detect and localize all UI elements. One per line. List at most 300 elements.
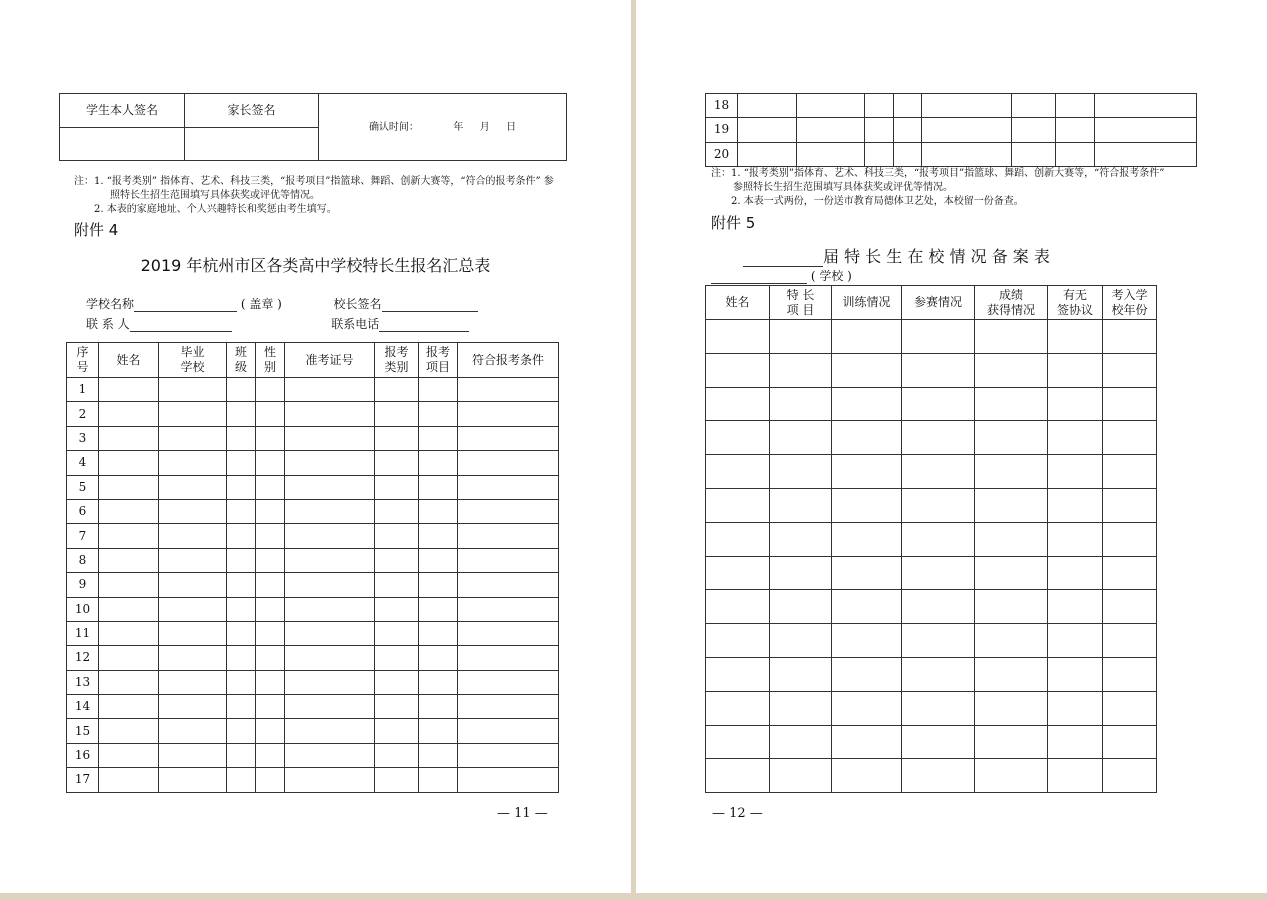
title-text: 届 特 长 生 在 校 情 况 备 案 表 — [823, 247, 1050, 266]
table-row — [67, 573, 559, 597]
table-row — [706, 691, 1157, 725]
table-cell — [419, 646, 458, 670]
table-cell — [227, 499, 256, 523]
column-header — [1048, 286, 1103, 320]
table-cell — [1012, 142, 1056, 166]
column-header-line: 获得情况 — [986, 302, 1035, 317]
table-row — [706, 421, 1157, 455]
table-row — [67, 426, 559, 450]
table-row — [67, 768, 559, 792]
row-number: 14 — [67, 695, 99, 719]
table-cell — [1095, 94, 1197, 118]
table-cell — [227, 768, 256, 792]
table-row — [706, 94, 1197, 118]
row-number: 20 — [706, 142, 738, 166]
table-row — [67, 597, 559, 621]
page-number: — 12 — — [712, 806, 763, 821]
table-cell — [770, 387, 832, 421]
table-cell — [99, 426, 159, 450]
student-signature-label: 学生本人签名 — [60, 94, 185, 128]
table-cell — [770, 320, 832, 354]
table-cell — [1103, 725, 1157, 759]
table-row — [67, 621, 559, 645]
applicant-summary-table — [66, 342, 559, 793]
row-number: 11 — [67, 621, 99, 645]
table-cell — [159, 621, 227, 645]
note-line-2: 参照特长生招生范围填写具体获奖或评优等情况。 — [733, 182, 953, 193]
row-number: 6 — [67, 499, 99, 523]
table-cell — [285, 426, 375, 450]
table-cell — [832, 657, 902, 691]
table-cell — [159, 695, 227, 719]
column-header-line: 特 长 — [786, 287, 815, 302]
contact-person-line — [130, 319, 232, 332]
table-cell — [706, 624, 770, 658]
table-row — [706, 142, 1197, 166]
table-cell — [375, 743, 419, 767]
table-cell — [227, 719, 256, 743]
table-cell — [285, 573, 375, 597]
table-cell — [902, 725, 975, 759]
table-cell — [706, 387, 770, 421]
column-header — [902, 286, 975, 320]
note-line-1: 注：1. “报考类别”指体育、艺术、科技三类，“报考项目”指篮球、舞蹈、创新大赛等，“符合报考条件” — [711, 168, 1165, 179]
table-cell — [227, 573, 256, 597]
table-cell — [797, 142, 865, 166]
table-cell — [419, 621, 458, 645]
table-cell — [1048, 590, 1103, 624]
column-header-line: 性 — [263, 345, 276, 359]
table-cell — [975, 556, 1048, 590]
table-cell — [285, 499, 375, 523]
table-cell — [1103, 488, 1157, 522]
table-cell — [458, 743, 559, 767]
table-cell — [285, 451, 375, 475]
table-cell — [770, 522, 832, 556]
table-cell — [1103, 624, 1157, 658]
row-number: 10 — [67, 597, 99, 621]
table-cell — [1103, 522, 1157, 556]
table-row — [67, 378, 559, 402]
table-cell — [285, 597, 375, 621]
table-row — [706, 455, 1157, 489]
column-header-line: 序 — [76, 345, 89, 359]
table-cell — [458, 573, 559, 597]
school-name-line — [134, 299, 237, 312]
column-header — [227, 343, 256, 378]
table-cell — [975, 725, 1048, 759]
table-cell — [975, 590, 1048, 624]
table-cell — [832, 556, 902, 590]
table-cell — [99, 378, 159, 402]
table-cell — [1048, 522, 1103, 556]
table-cell — [922, 118, 1012, 142]
column-header — [770, 286, 832, 320]
table-cell — [832, 759, 902, 793]
column-header-line: 训练情况 — [842, 295, 891, 309]
table-cell — [706, 455, 770, 489]
table-cell — [256, 402, 285, 426]
principal-signature-label: 校长签名 — [333, 297, 382, 311]
table-cell — [458, 499, 559, 523]
table-cell — [375, 426, 419, 450]
column-header — [99, 343, 159, 378]
table-cell — [458, 670, 559, 694]
table-cell — [419, 378, 458, 402]
table-cell — [1103, 421, 1157, 455]
note-line-2: 照特长生招生范围填写具体获奖或评优等情况。 — [110, 190, 320, 201]
table-cell — [1103, 691, 1157, 725]
table-cell — [1048, 455, 1103, 489]
table-cell — [770, 421, 832, 455]
year-label: 年 — [453, 121, 464, 133]
table-cell — [419, 719, 458, 743]
table-cell — [159, 426, 227, 450]
table-cell — [458, 621, 559, 645]
column-header-line: 姓名 — [725, 295, 750, 309]
row-number: 3 — [67, 426, 99, 450]
table-cell — [375, 719, 419, 743]
page-number: — 11 — — [497, 806, 548, 821]
table-cell — [902, 387, 975, 421]
row-number: 5 — [67, 475, 99, 499]
column-header-line: 项目 — [425, 360, 450, 374]
table-cell — [419, 768, 458, 792]
table-cell — [975, 624, 1048, 658]
table-cell — [256, 475, 285, 499]
table-cell — [99, 402, 159, 426]
table-cell — [99, 451, 159, 475]
page-title — [743, 244, 1050, 267]
table-cell — [922, 142, 1012, 166]
note-line-1: 注：1. “报考类别” 指体育、艺术、科技三类，“报考项目”指篮球、舞蹈、创新大赛等，“符合的报考条件” 参 — [74, 176, 554, 187]
table-cell — [770, 353, 832, 387]
table-cell — [1048, 387, 1103, 421]
table-cell — [1103, 320, 1157, 354]
column-header-line: 学校 — [180, 360, 205, 374]
table-row — [67, 475, 559, 499]
table-cell — [227, 670, 256, 694]
table-cell — [902, 320, 975, 354]
school-label: ( 学校 ) — [810, 269, 852, 283]
page-12 — [636, 0, 1267, 893]
table-cell — [832, 421, 902, 455]
column-header-line: 班 — [234, 345, 247, 359]
table-cell — [1048, 421, 1103, 455]
table-row — [67, 524, 559, 548]
viewer-bottom-band — [0, 893, 1267, 900]
notes — [711, 167, 1251, 209]
table-cell — [738, 118, 797, 142]
table-cell — [227, 646, 256, 670]
table-cell — [894, 118, 922, 142]
column-header-line: 项 目 — [786, 302, 815, 317]
table-cell — [99, 499, 159, 523]
phone-line — [379, 319, 469, 332]
table-cell — [227, 378, 256, 402]
row-number: 8 — [67, 548, 99, 572]
table-cell — [975, 759, 1048, 793]
table-cell — [99, 719, 159, 743]
column-header-line: 有无 — [1062, 287, 1087, 302]
table-cell — [458, 695, 559, 719]
table-cell — [159, 451, 227, 475]
table-cell — [770, 590, 832, 624]
column-header-line: 符合报考条件 — [471, 352, 544, 367]
column-header — [256, 343, 285, 378]
attachment-label: 附件 4 — [74, 221, 119, 239]
table-cell — [770, 488, 832, 522]
table-cell — [419, 524, 458, 548]
table-cell — [285, 646, 375, 670]
table-cell — [256, 451, 285, 475]
table-row — [67, 451, 559, 475]
table-cell — [227, 695, 256, 719]
table-cell — [706, 488, 770, 522]
school-info — [86, 295, 606, 335]
table-cell — [375, 451, 419, 475]
day-label: 日 — [506, 121, 517, 133]
table-cell — [922, 94, 1012, 118]
school-name-label: 学校名称 — [86, 297, 135, 311]
table-cell — [159, 743, 227, 767]
table-cell — [419, 548, 458, 572]
table-cell — [375, 475, 419, 499]
table-cell — [256, 621, 285, 645]
column-header-line: 别 — [263, 360, 276, 374]
parent-signature-field — [185, 128, 319, 161]
table-cell — [1048, 556, 1103, 590]
table-cell — [159, 378, 227, 402]
table-row — [67, 670, 559, 694]
table-cell — [256, 670, 285, 694]
table-cell — [256, 378, 285, 402]
table-cell — [832, 387, 902, 421]
table-cell — [1056, 94, 1095, 118]
column-header-line: 成绩 — [998, 287, 1023, 302]
table-cell — [865, 118, 894, 142]
table-cell — [458, 451, 559, 475]
table-cell — [832, 691, 902, 725]
table-cell — [227, 451, 256, 475]
table-cell — [770, 556, 832, 590]
table-cell — [1103, 387, 1157, 421]
table-cell — [832, 624, 902, 658]
table-cell — [1103, 556, 1157, 590]
row-number: 16 — [67, 743, 99, 767]
table-cell — [738, 142, 797, 166]
column-header-line: 级 — [234, 360, 247, 374]
column-header-line: 准考证号 — [305, 352, 354, 367]
table-cell — [706, 725, 770, 759]
row-number: 1 — [67, 378, 99, 402]
table-cell — [458, 768, 559, 792]
table-cell — [1048, 691, 1103, 725]
table-row — [67, 402, 559, 426]
column-header-line: 类别 — [384, 360, 409, 374]
table-cell — [375, 695, 419, 719]
table-cell — [419, 475, 458, 499]
column-header — [285, 343, 375, 378]
signature-table — [59, 93, 567, 161]
table-cell — [159, 548, 227, 572]
table-cell — [1056, 142, 1095, 166]
note-line-3: 2. 本表一式两份，一份送市教育局德体卫艺处，本校留一份备查。 — [731, 196, 1024, 207]
table-row — [706, 590, 1157, 624]
column-header-line: 签协议 — [1056, 302, 1093, 317]
table-cell — [419, 695, 458, 719]
table-cell — [1103, 657, 1157, 691]
table-cell — [419, 743, 458, 767]
table-cell — [159, 524, 227, 548]
table-cell — [375, 499, 419, 523]
table-cell — [975, 353, 1048, 387]
table-cell — [706, 691, 770, 725]
table-cell — [256, 548, 285, 572]
table-cell — [832, 320, 902, 354]
table-cell — [797, 94, 865, 118]
table-cell — [975, 320, 1048, 354]
table-cell — [419, 499, 458, 523]
table-cell — [419, 573, 458, 597]
table-header-row — [706, 286, 1157, 320]
table-cell — [159, 646, 227, 670]
table-cell — [285, 719, 375, 743]
table-cell — [159, 719, 227, 743]
table-cell — [99, 743, 159, 767]
table-cell — [1048, 624, 1103, 658]
table-cell — [227, 524, 256, 548]
table-cell — [797, 118, 865, 142]
table-cell — [227, 743, 256, 767]
table-cell — [902, 759, 975, 793]
table-cell — [256, 719, 285, 743]
table-cell — [227, 621, 256, 645]
table-cell — [706, 522, 770, 556]
table-cell — [706, 320, 770, 354]
confirm-time-label: 确认时间： — [368, 121, 419, 133]
table-cell — [1012, 94, 1056, 118]
table-cell — [770, 657, 832, 691]
table-cell — [458, 378, 559, 402]
table-cell — [770, 455, 832, 489]
table-row — [706, 522, 1157, 556]
table-cell — [375, 768, 419, 792]
table-cell — [1095, 142, 1197, 166]
table-cell — [375, 524, 419, 548]
table-cell — [738, 94, 797, 118]
table-cell — [99, 670, 159, 694]
table-cell — [256, 646, 285, 670]
table-cell — [975, 421, 1048, 455]
table-cell — [975, 657, 1048, 691]
row-number: 13 — [67, 670, 99, 694]
table-row — [706, 556, 1157, 590]
table-row — [67, 743, 559, 767]
table-cell — [1048, 657, 1103, 691]
note-line-3: 2. 本表的家庭地址、个人兴趣特长和奖惩由考生填写。 — [94, 204, 337, 215]
table-row — [706, 387, 1157, 421]
table-row — [67, 719, 559, 743]
column-header-line: 校年份 — [1111, 302, 1148, 317]
table-cell — [375, 621, 419, 645]
table-cell — [902, 691, 975, 725]
row-number: 2 — [67, 402, 99, 426]
table-cell — [227, 402, 256, 426]
table-cell — [99, 573, 159, 597]
row-number: 9 — [67, 573, 99, 597]
table-cell — [375, 670, 419, 694]
table-cell — [902, 488, 975, 522]
table-cell — [1048, 759, 1103, 793]
table-cell — [706, 421, 770, 455]
confirm-time-cell — [319, 94, 567, 161]
table-row — [706, 353, 1157, 387]
year-blank-line — [743, 250, 823, 267]
table-cell — [865, 94, 894, 118]
column-header — [706, 286, 770, 320]
table-cell — [256, 743, 285, 767]
table-cell — [99, 695, 159, 719]
table-cell — [375, 548, 419, 572]
table-row — [706, 488, 1157, 522]
column-header — [1103, 286, 1157, 320]
row-number: 18 — [706, 94, 738, 118]
table-cell — [770, 725, 832, 759]
school-line — [711, 267, 852, 284]
table-cell — [285, 670, 375, 694]
table-row — [706, 759, 1157, 793]
table-cell — [902, 556, 975, 590]
table-cell — [227, 548, 256, 572]
month-label: 月 — [479, 121, 490, 133]
table-cell — [770, 691, 832, 725]
table-cell — [159, 499, 227, 523]
table-cell — [832, 725, 902, 759]
table-cell — [458, 597, 559, 621]
table-cell — [902, 624, 975, 658]
table-cell — [458, 475, 559, 499]
table-cell — [1048, 353, 1103, 387]
table-cell — [256, 426, 285, 450]
table-cell — [375, 573, 419, 597]
table-cell — [1048, 488, 1103, 522]
table-cell — [99, 621, 159, 645]
table-header-row — [67, 343, 559, 378]
table-cell — [902, 590, 975, 624]
table-cell — [832, 522, 902, 556]
table-cell — [227, 597, 256, 621]
column-header-line: 考入学 — [1111, 287, 1148, 302]
table-cell — [975, 522, 1048, 556]
table-cell — [706, 590, 770, 624]
table-cell — [285, 475, 375, 499]
table-cell — [902, 353, 975, 387]
table-cell — [1012, 118, 1056, 142]
table-cell — [706, 353, 770, 387]
column-header-line: 报考 — [425, 345, 450, 359]
table-cell — [975, 455, 1048, 489]
table-cell — [285, 524, 375, 548]
table-cell — [1103, 353, 1157, 387]
table-cell — [375, 378, 419, 402]
table-cell — [159, 402, 227, 426]
table-cell — [865, 142, 894, 166]
table-cell — [285, 548, 375, 572]
row-number: 12 — [67, 646, 99, 670]
student-signature-field — [60, 128, 185, 161]
table-cell — [458, 524, 559, 548]
